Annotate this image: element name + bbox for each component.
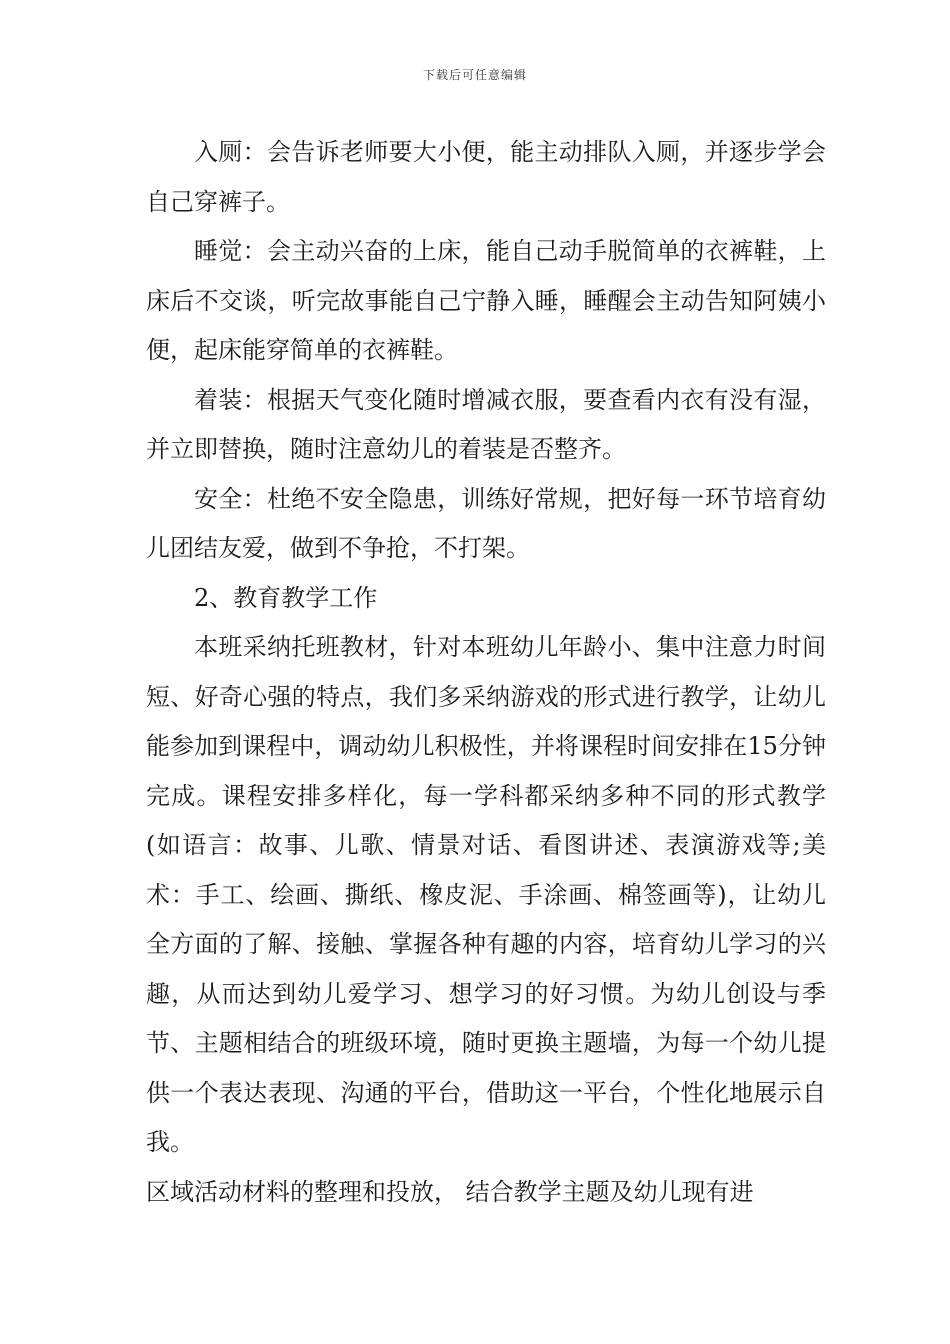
paragraph-teaching: 本班采纳托班教材，针对本班幼儿年龄小、集中注意力时间短、好奇心强的特点，我们多采纳游戏的形式进行教学，让幼儿能参加到课程中，调动幼儿积极性，并将课程时间安排在15分钟完成。课程安排多样化，每一学科都采纳多种不同的形式教学(如语言：故事、儿歌、情景对话、看图讲述、表演游戏等;美术：手工、绘画、撕纸、橡皮泥、手涂画、棉签画等)，让幼儿全方面的了解、接触、掌握各种有趣的内容，培育幼儿学习的兴趣，从而达到幼儿爱学习、想学习的好习惯。为幼儿创设与季节、主题相结合的班级环境，随时更换主题墙，为每一个幼儿提供一个表达表现、沟通的平台，借助这一平台，个性化地展示自我。	[146, 633, 826, 1156]
section-heading-teaching: 2、教育教学工作	[194, 583, 378, 612]
paragraph-dressing: 着装：根据天气变化随时增减衣服，要查看内衣有没有湿，并立即替换，随时注意幼儿的着装是否整齐。	[146, 385, 826, 463]
paragraph-toilet: 入厕：会告诉老师要大小便，能主动排队入厕，并逐步学会自己穿裤子。	[146, 138, 826, 216]
header-note: 下载后可任意编辑	[422, 68, 527, 82]
paragraph-safety: 安全：杜绝不安全隐患，训练好常规，把好每一环节培育幼儿团结友爱，做到不争抢，不打架。	[146, 484, 826, 562]
document-body	[146, 128, 826, 1217]
paragraph-sleep: 睡觉：会主动兴奋的上床，能自己动手脱简单的衣裤鞋，上床后不交谈，听完故事能自己宁静入睡，睡醒会主动告知阿姨小便，起床能穿简单的衣裤鞋。	[146, 237, 826, 364]
paragraph-area-activity: 区域活动材料的整理和投放， 结合教学主题及幼儿现有进	[146, 1177, 754, 1206]
